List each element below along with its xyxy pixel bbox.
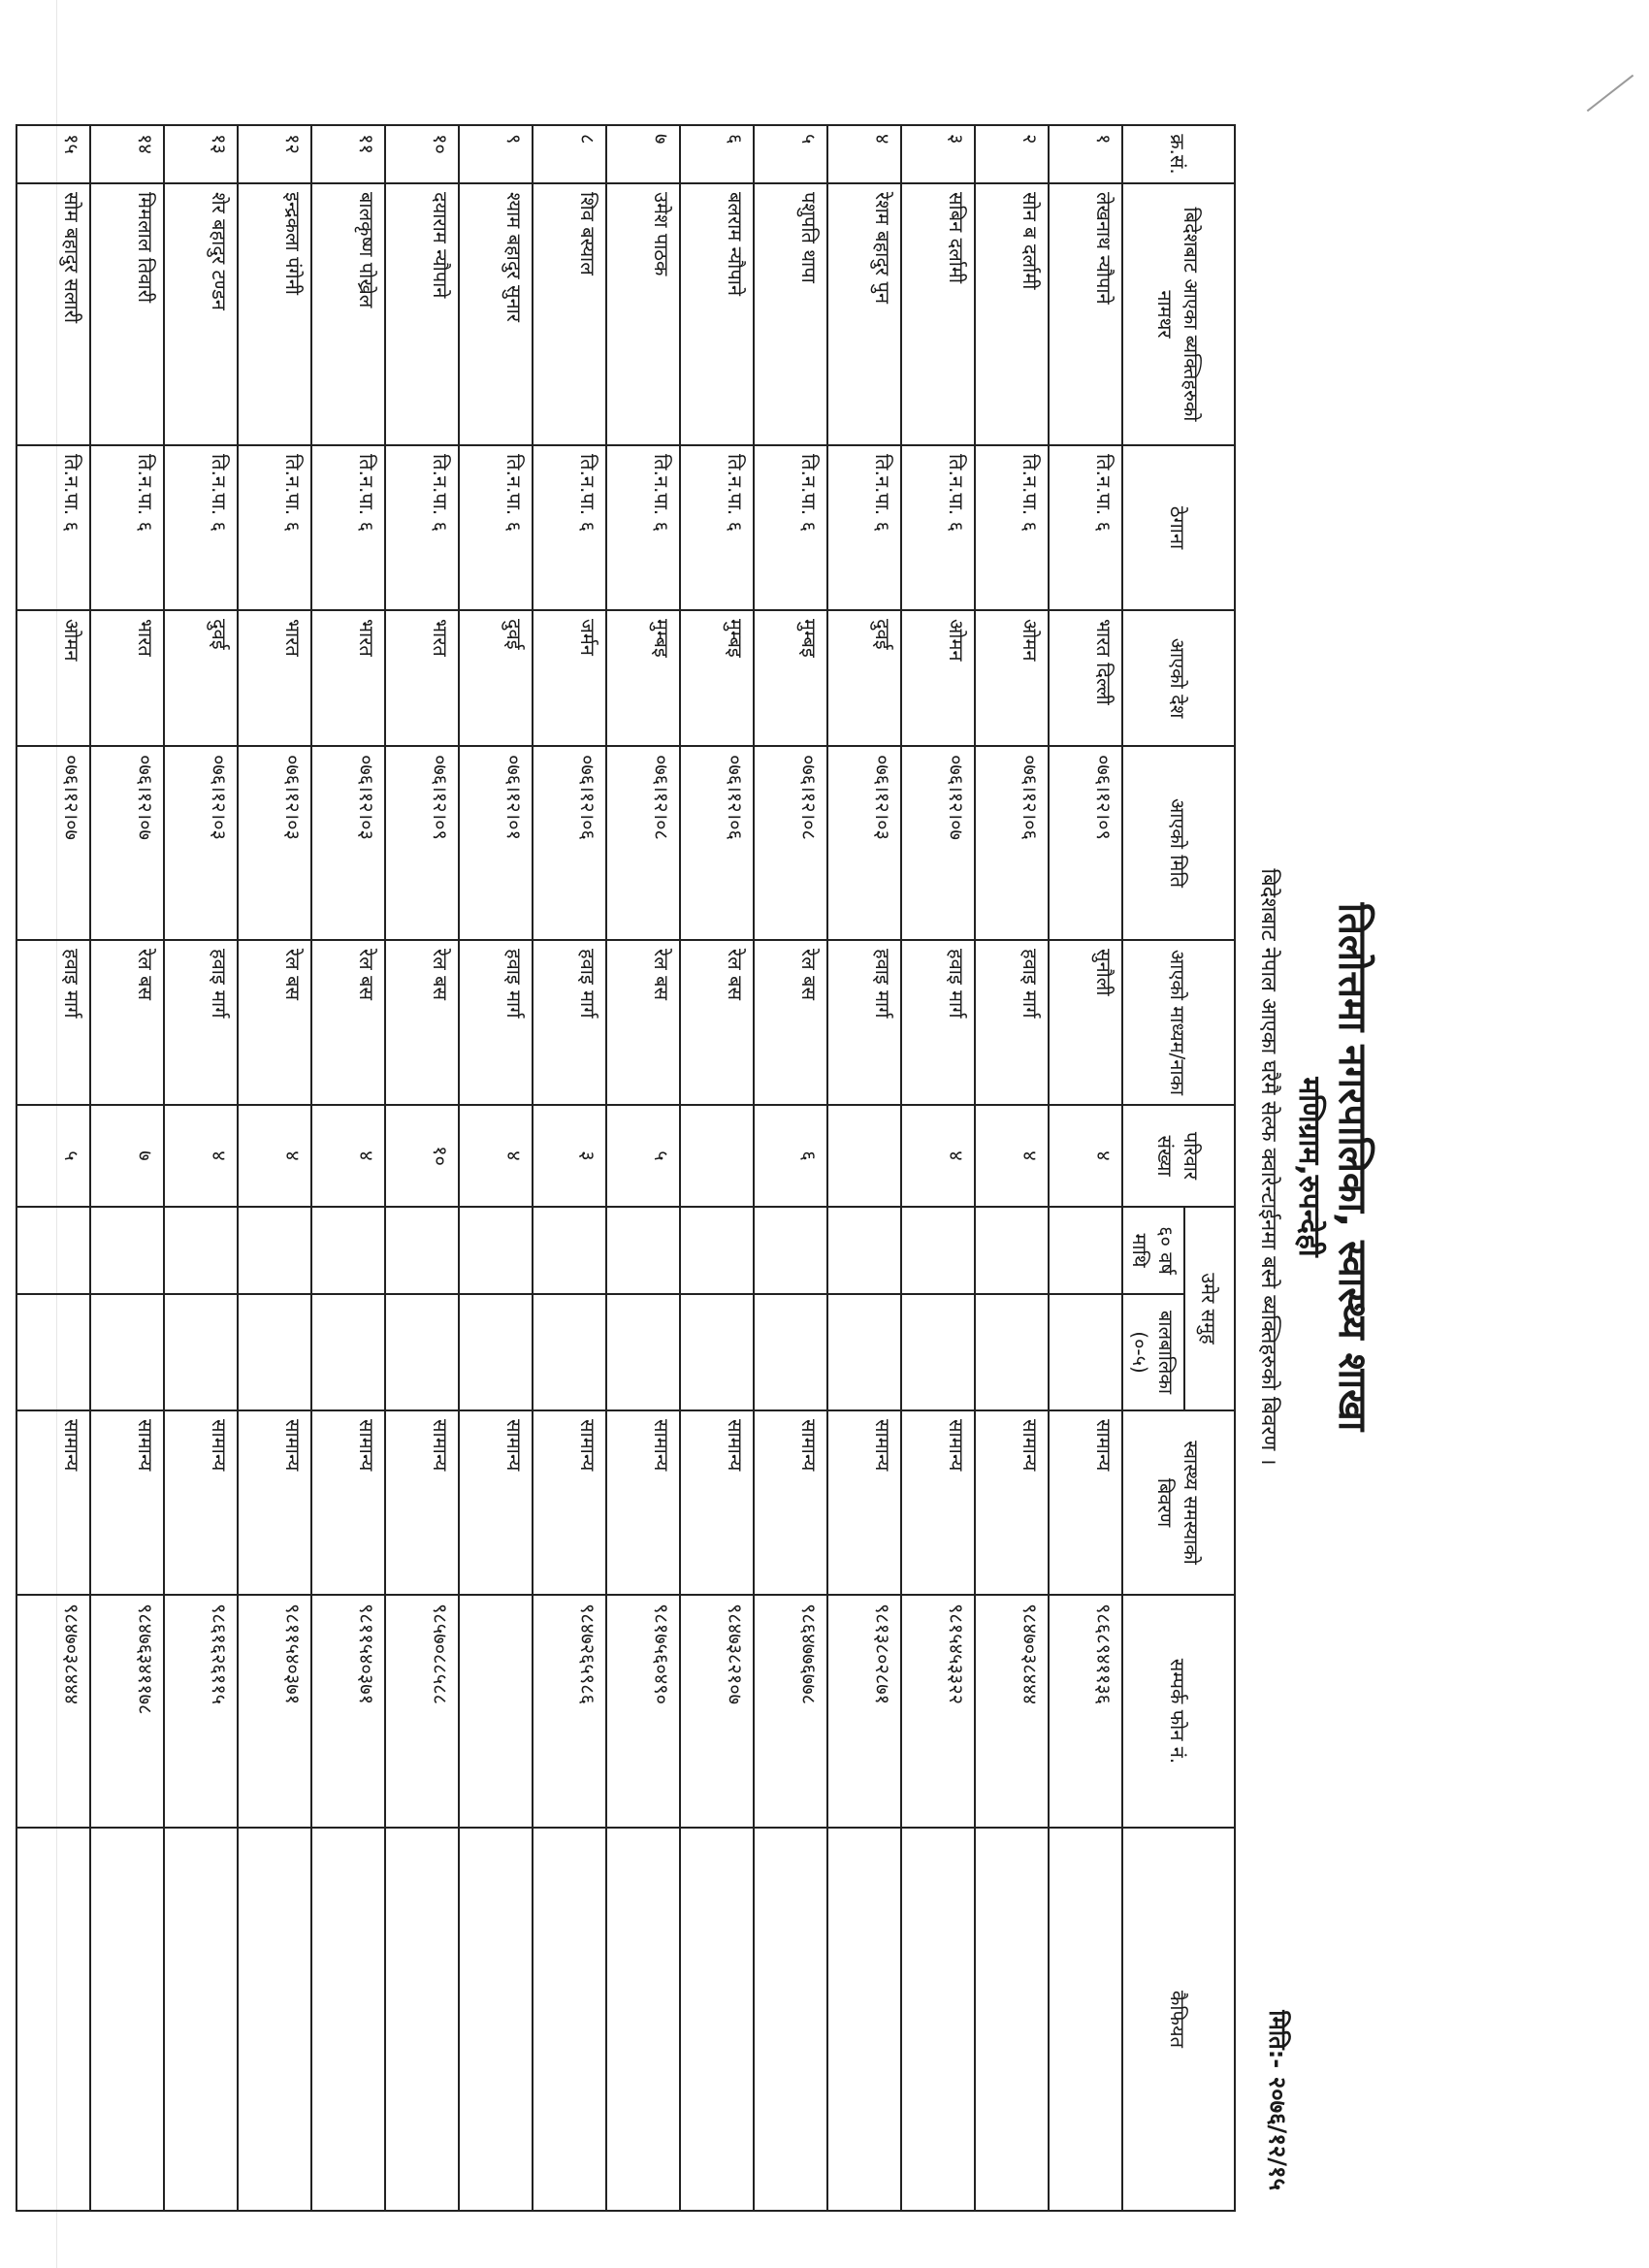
- cell-child: [901, 1294, 975, 1410]
- col-health: स्वास्थ्य समस्याको बिवरण: [1122, 1410, 1235, 1595]
- table-row: [754, 125, 827, 2211]
- col-arrival-date: आएको मिति: [1122, 746, 1235, 940]
- cell-phone: ९८४७२६५९८६: [533, 1595, 606, 1828]
- cell-child: [311, 1294, 385, 1410]
- cell-date: ०७६।१२।०३: [311, 746, 385, 940]
- cell-phone: ९८१५४५३३२२: [901, 1595, 975, 1828]
- table-body: [16, 125, 1122, 2211]
- cell-date: ०७६।१२।०३: [827, 746, 901, 940]
- cell-health: सामान्य: [164, 1410, 238, 1595]
- cell-child: [606, 1294, 680, 1410]
- cell-address: ति.न.पा. ६: [16, 445, 90, 610]
- cell-sn: २: [975, 125, 1049, 183]
- cell-family: [827, 1105, 901, 1207]
- cell-address: ति.न.पा. ६: [311, 445, 385, 610]
- cell-health: सामान्य: [16, 1410, 90, 1595]
- cell-name: इन्द्रकला पंगेनी: [238, 183, 311, 445]
- cell-sn: १: [1049, 125, 1122, 183]
- cell-address: ति.न.पा. ६: [238, 445, 311, 610]
- col-age-child: बालबालिका (०-५): [1122, 1294, 1184, 1410]
- cell-name: उमेश पाठक: [606, 183, 680, 445]
- cell-health: सामान्य: [385, 1410, 459, 1595]
- cell-age-60: [901, 1207, 975, 1294]
- cell-health: सामान्य: [827, 1410, 901, 1595]
- cell-name: सबिन दर्लामी: [901, 183, 975, 445]
- cell-transport: रेल बस: [90, 940, 164, 1105]
- rotated-sheet: [60, 124, 1381, 2210]
- cell-child: [385, 1294, 459, 1410]
- cell-address: ति.न.पा. ६: [827, 445, 901, 610]
- cell-phone: ९८६४७७६७७८: [754, 1595, 827, 1828]
- cell-address: ति.न.पा. ६: [606, 445, 680, 610]
- cell-country: दुवई: [459, 610, 533, 746]
- cell-age-60: [1049, 1207, 1122, 1294]
- table-row: [164, 125, 238, 2211]
- cell-transport: सुनौली: [1049, 940, 1122, 1105]
- cell-date: ०७६।१२।०३: [164, 746, 238, 940]
- cell-family: ४: [975, 1105, 1049, 1207]
- cell-transport: रेल बस: [385, 940, 459, 1105]
- cell-address: ति.न.पा. ६: [1049, 445, 1122, 610]
- cell-age-60: [311, 1207, 385, 1294]
- cell-family: ४: [164, 1105, 238, 1207]
- cell-date: ०७६।१२।०८: [754, 746, 827, 940]
- cell-child: [164, 1294, 238, 1410]
- cell-country: जर्मन: [533, 610, 606, 746]
- cell-country: मुम्बइ: [754, 610, 827, 746]
- cell-address: ति.न.पा. ६: [533, 445, 606, 610]
- cell-sn: ११: [311, 125, 385, 183]
- cell-country: भारत दिल्ली: [1049, 610, 1122, 746]
- cell-family: ३: [533, 1105, 606, 1207]
- cell-phone: ९८१३८०२८७१: [827, 1595, 901, 1828]
- cell-date: ०७६।१२।०८: [606, 746, 680, 940]
- cell-remarks: [311, 1828, 385, 2211]
- table-row: [16, 125, 90, 2211]
- cell-sn: ३: [901, 125, 975, 183]
- cell-child: [827, 1294, 901, 1410]
- cell-family: ४: [238, 1105, 311, 1207]
- cell-remarks: [164, 1828, 238, 2211]
- cell-child: [754, 1294, 827, 1410]
- quarantine-table: [16, 124, 1236, 2212]
- cell-country: मुम्बइ: [680, 610, 754, 746]
- table-row: [238, 125, 311, 2211]
- cell-transport: रेल बस: [680, 940, 754, 1105]
- table-row: [311, 125, 385, 2211]
- cell-transport: हवाइ मार्ग: [164, 940, 238, 1105]
- cell-address: ति.न.पा. ६: [680, 445, 754, 610]
- cell-date: ०७६।१२।०९: [385, 746, 459, 940]
- cell-health: सामान्य: [311, 1410, 385, 1595]
- cell-name: श्याम बहादुर सुनार: [459, 183, 533, 445]
- cell-remarks: [827, 1828, 901, 2211]
- cell-age-60: [16, 1207, 90, 1294]
- cell-remarks: [975, 1828, 1049, 2211]
- cell-health: सामान्य: [1049, 1410, 1122, 1595]
- cell-child: [533, 1294, 606, 1410]
- cell-name: शेर बहादुर टण्डन: [164, 183, 238, 445]
- cell-name: लेखनाथ न्यौपाने: [1049, 183, 1122, 445]
- cell-transport: रेल बस: [238, 940, 311, 1105]
- cell-age-60: [680, 1207, 754, 1294]
- cell-family: ७: [90, 1105, 164, 1207]
- table-row: [827, 125, 901, 2211]
- cell-name: पशुपति थापा: [754, 183, 827, 445]
- cell-name: बालकृष्ण पोख्रेल: [311, 183, 385, 445]
- cell-date: ०७६।१२।०७: [16, 746, 90, 940]
- cell-phone: ९८४७६३४११७८: [90, 1595, 164, 1828]
- cell-child: [1049, 1294, 1122, 1410]
- cell-name: सोम बहादुर सलारी: [16, 183, 90, 445]
- cell-health: सामान्य: [975, 1410, 1049, 1595]
- cell-remarks: [680, 1828, 754, 2211]
- cell-age-60: [164, 1207, 238, 1294]
- cell-sn: १५: [16, 125, 90, 183]
- pen-mark: [1587, 75, 1634, 113]
- cell-family: ४: [901, 1105, 975, 1207]
- cell-date: ०७६।१२।०३: [238, 746, 311, 940]
- cell-family: १०: [385, 1105, 459, 1207]
- cell-date: ०७६।१२।०७: [901, 746, 975, 940]
- cell-remarks: [901, 1828, 975, 2211]
- cell-remarks: [238, 1828, 311, 2211]
- cell-family: ५: [16, 1105, 90, 1207]
- cell-name: शिव बस्याल: [533, 183, 606, 445]
- cell-transport: रेल बस: [754, 940, 827, 1105]
- col-name: बिदेशबाट आएका ब्यक्तिहरुको नामथर: [1122, 183, 1235, 445]
- cell-date: ०७६।१२।०९: [1049, 746, 1122, 940]
- cell-health: सामान्य: [90, 1410, 164, 1595]
- cell-family: ४: [459, 1105, 533, 1207]
- cell-family: ४: [311, 1105, 385, 1207]
- cell-child: [238, 1294, 311, 1410]
- cell-country: ओमन: [901, 610, 975, 746]
- cell-sn: १२: [238, 125, 311, 183]
- cell-name: बलराम न्यौपाने: [680, 183, 754, 445]
- cell-phone: ९८११५४०३७१: [238, 1595, 311, 1828]
- cell-remarks: [606, 1828, 680, 2211]
- document-title: तिलोत्तमा नगरपालिका, स्वास्थ्य शाखा: [1330, 902, 1374, 1432]
- document-subtitle: मणिग्राम,रुपन्देही: [1292, 1077, 1326, 1257]
- cell-health: सामान्य: [238, 1410, 311, 1595]
- cell-sn: ६: [680, 125, 754, 183]
- cell-address: ति.न.पा. ६: [901, 445, 975, 610]
- cell-name: सोन ब दर्लामी: [975, 183, 1049, 445]
- cell-health: सामान्य: [680, 1410, 754, 1595]
- cell-sn: ९: [459, 125, 533, 183]
- cell-phone: ९८४७०३८४४४: [975, 1595, 1049, 1828]
- cell-address: ति.न.पा. ६: [754, 445, 827, 610]
- cell-remarks: [754, 1828, 827, 2211]
- cell-age-60: [533, 1207, 606, 1294]
- cell-phone: ९८६१६२६११५: [164, 1595, 238, 1828]
- cell-health: सामान्य: [754, 1410, 827, 1595]
- cell-sn: १३: [164, 125, 238, 183]
- cell-remarks: [90, 1828, 164, 2211]
- cell-remarks: [459, 1828, 533, 2211]
- cell-family: ६: [754, 1105, 827, 1207]
- cell-age-60: [238, 1207, 311, 1294]
- cell-age-60: [975, 1207, 1049, 1294]
- cell-family: ५: [606, 1105, 680, 1207]
- cell-phone: [459, 1595, 533, 1828]
- table-header-row: [1184, 125, 1235, 2211]
- cell-child: [680, 1294, 754, 1410]
- cell-sn: ५: [754, 125, 827, 183]
- table-row: [90, 125, 164, 2211]
- col-age-group: उमेर समुह: [1184, 1207, 1235, 1410]
- cell-child: [459, 1294, 533, 1410]
- cell-address: ति.न.पा. ६: [975, 445, 1049, 610]
- col-country: आएको देश: [1122, 610, 1235, 746]
- col-transport: आएको माध्यम/नाका: [1122, 940, 1235, 1105]
- table-row: [975, 125, 1049, 2211]
- cell-age-60: [90, 1207, 164, 1294]
- cell-date: ०७६।१२।०६: [680, 746, 754, 940]
- cell-date: ०७६।१२।०१: [459, 746, 533, 940]
- cell-child: [90, 1294, 164, 1410]
- cell-transport: हवाइ मार्ग: [975, 940, 1049, 1105]
- col-address: ठेगाना: [1122, 445, 1235, 610]
- document-header: [1236, 124, 1381, 2210]
- cell-address: ति.न.पा. ६: [90, 445, 164, 610]
- cell-date: ०७६।१२।०६: [975, 746, 1049, 940]
- cell-child: [975, 1294, 1049, 1410]
- cell-transport: हवाइ मार्ग: [16, 940, 90, 1105]
- table-row: [680, 125, 754, 2211]
- cell-country: भारत: [90, 610, 164, 746]
- cell-name: दयाराम न्यौपाने: [385, 183, 459, 445]
- cell-country: ओमन: [16, 610, 90, 746]
- cell-phone: ९८६८९४११३६: [1049, 1595, 1122, 1828]
- cell-country: भारत: [311, 610, 385, 746]
- cell-address: ति.न.पा. ६: [459, 445, 533, 610]
- cell-remarks: [385, 1828, 459, 2211]
- cell-sn: १०: [385, 125, 459, 183]
- cell-health: सामान्य: [901, 1410, 975, 1595]
- table-row: [606, 125, 680, 2211]
- cell-country: मुम्बइ: [606, 610, 680, 746]
- cell-transport: हवाइ मार्ग: [901, 940, 975, 1105]
- cell-phone: ९८५७०८८५८८: [385, 1595, 459, 1828]
- cell-transport: रेल बस: [606, 940, 680, 1105]
- cell-remarks: [16, 1828, 90, 2211]
- cell-age-60: [459, 1207, 533, 1294]
- document-date: मिति:- २०७६/१२/१५: [1264, 2010, 1291, 2190]
- cell-country: दुवई: [827, 610, 901, 746]
- cell-country: भारत: [238, 610, 311, 746]
- cell-country: ओमन: [975, 610, 1049, 746]
- cell-remarks: [533, 1828, 606, 2211]
- cell-remarks: [1049, 1828, 1122, 2211]
- cell-transport: हवाइ मार्ग: [459, 940, 533, 1105]
- cell-address: ति.न.पा. ६: [385, 445, 459, 610]
- cell-address: ति.न.पा. ६: [164, 445, 238, 610]
- cell-name: रेशम बहादुर पुन: [827, 183, 901, 445]
- cell-health: सामान्य: [533, 1410, 606, 1595]
- col-remarks: कैफियत: [1122, 1828, 1235, 2211]
- cell-transport: हवाइ मार्ग: [827, 940, 901, 1105]
- cell-family: ४: [1049, 1105, 1122, 1207]
- cell-phone: ९८४७०३८४४४: [16, 1595, 90, 1828]
- cell-transport: हवाइ मार्ग: [533, 940, 606, 1105]
- table-row: [533, 125, 606, 2211]
- cell-phone: ९८४७३८२१०७: [680, 1595, 754, 1828]
- cell-transport: रेल बस: [311, 940, 385, 1105]
- cell-country: दुवई: [164, 610, 238, 746]
- cell-date: ०७६।१२।०७: [90, 746, 164, 940]
- cell-phone: ९८११५४०३७१: [311, 1595, 385, 1828]
- cell-country: भारत: [385, 610, 459, 746]
- col-family: परिवार संख्या: [1122, 1105, 1235, 1207]
- col-phone: सम्पर्क फोन नं.: [1122, 1595, 1235, 1828]
- cell-sn: ४: [827, 125, 901, 183]
- cell-health: सामान्य: [459, 1410, 533, 1595]
- cell-age-60: [385, 1207, 459, 1294]
- col-age-60: ६० वर्ष माथि: [1122, 1207, 1184, 1294]
- col-sn: क्र.सं.: [1122, 125, 1235, 183]
- cell-health: सामान्य: [606, 1410, 680, 1595]
- document-description: बिदेशबाट नेपाल आएका घरैमै सेल्फ क्वारेन्टाईनमा बस्ने ब्यक्तिहरुको बिवरण ।: [1256, 868, 1280, 1466]
- cell-phone: ९८१७५६०४९०: [606, 1595, 680, 1828]
- cell-date: ०७६।१२।०६: [533, 746, 606, 940]
- table-row: [901, 125, 975, 2211]
- cell-child: [16, 1294, 90, 1410]
- table-row: [1049, 125, 1122, 2211]
- table-row: [385, 125, 459, 2211]
- cell-age-60: [606, 1207, 680, 1294]
- cell-sn: ८: [533, 125, 606, 183]
- cell-family: [680, 1105, 754, 1207]
- cell-age-60: [827, 1207, 901, 1294]
- table-row: [459, 125, 533, 2211]
- cell-sn: १४: [90, 125, 164, 183]
- cell-name: मिमलाल तिवारी: [90, 183, 164, 445]
- cell-sn: ७: [606, 125, 680, 183]
- cell-age-60: [754, 1207, 827, 1294]
